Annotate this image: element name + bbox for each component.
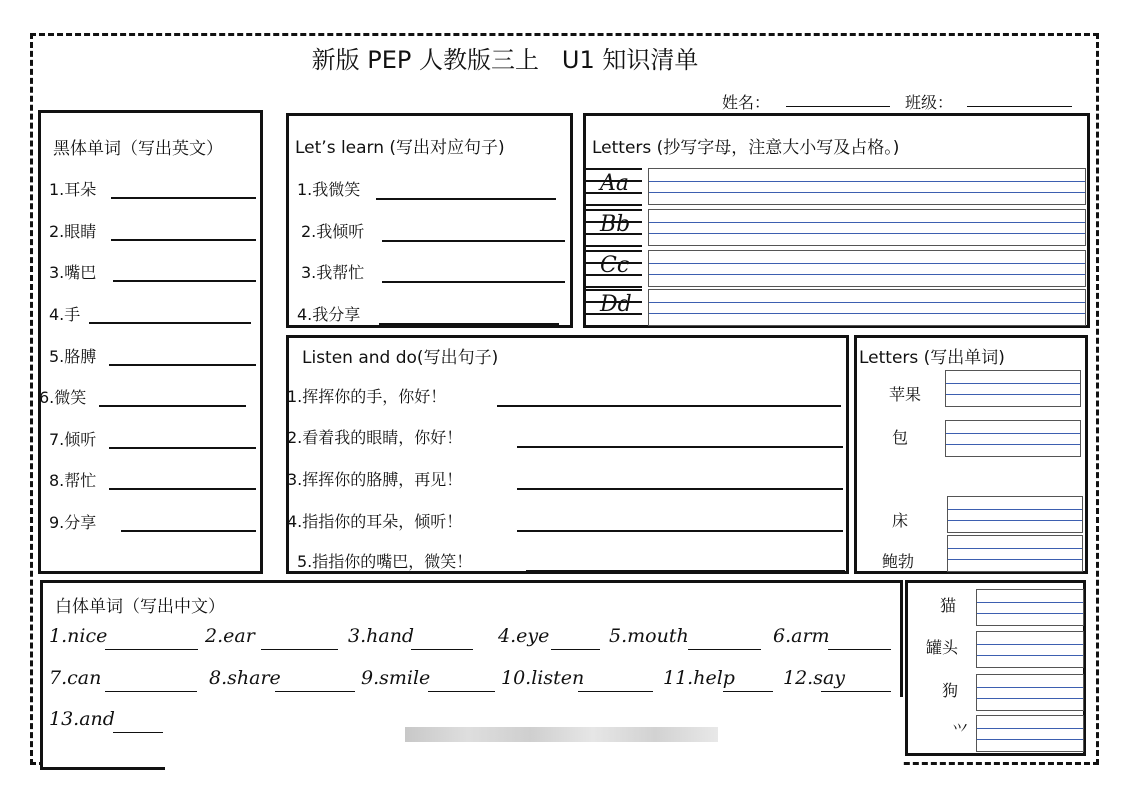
- word-prompt: 包: [892, 428, 909, 447]
- writing-box[interactable]: [945, 420, 1081, 457]
- guide-line: [649, 181, 1085, 182]
- answer-line[interactable]: [261, 649, 338, 650]
- guide-line: [946, 433, 1080, 434]
- guide-line: [948, 548, 1082, 549]
- writing-box[interactable]: [648, 168, 1086, 205]
- sentence-prompt: 3.挥挥你的胳膊，再见！: [287, 470, 463, 489]
- section-header: Listen and do(写出句子): [302, 348, 499, 368]
- answer-line[interactable]: [517, 446, 843, 448]
- english-word: 1.nice: [49, 625, 108, 647]
- guide-line: [586, 250, 642, 252]
- word-prompt: 1.耳朵: [49, 180, 97, 199]
- class-label: 班级：: [905, 93, 954, 112]
- answer-line[interactable]: [497, 405, 841, 407]
- english-word: 5.mouth: [609, 625, 689, 647]
- guide-line: [977, 728, 1083, 729]
- answer-line[interactable]: [113, 732, 163, 733]
- guide-line: [948, 559, 1082, 560]
- guide-line: [649, 222, 1085, 223]
- sentence-prompt: 1.挥挥你的手，你好！: [287, 387, 447, 406]
- section-header: Let’s learn (写出对应句子): [295, 138, 505, 158]
- answer-line[interactable]: [828, 649, 891, 650]
- section-header: 黑体单词（写出英文）: [53, 139, 223, 159]
- answer-line[interactable]: [113, 280, 256, 282]
- listen-and-do-section: [286, 335, 849, 574]
- word-prompt: 9.分享: [49, 513, 97, 532]
- answer-line[interactable]: [428, 691, 495, 692]
- sentence-prompt: 3.我帮忙: [301, 263, 365, 282]
- word-prompt: 4.手: [49, 305, 81, 324]
- sentence-prompt: 4.指指你的耳朵，倾听！: [287, 512, 463, 531]
- answer-line[interactable]: [275, 691, 355, 692]
- guide-line: [649, 274, 1085, 275]
- guide-line: [977, 655, 1083, 656]
- answer-line[interactable]: [105, 649, 198, 650]
- writing-box[interactable]: [976, 674, 1084, 711]
- word-prompt: 7.倾听: [49, 430, 97, 449]
- writing-box[interactable]: [976, 589, 1084, 626]
- lets-learn-section: [286, 113, 573, 328]
- letters-words-section: [854, 335, 1088, 574]
- guide-line: [977, 644, 1083, 645]
- writing-box[interactable]: [945, 370, 1081, 407]
- answer-line[interactable]: [382, 240, 565, 242]
- writing-box[interactable]: [947, 496, 1083, 533]
- english-word: 3.hand: [348, 625, 415, 647]
- section-header: 白体单词（写出中文）: [55, 597, 225, 617]
- answer-line[interactable]: [109, 447, 256, 449]
- class-field[interactable]: [967, 106, 1072, 107]
- sentence-prompt: 4.我分享: [297, 305, 361, 324]
- guide-line: [586, 325, 642, 327]
- guide-line: [649, 263, 1085, 264]
- guide-line: [946, 444, 1080, 445]
- word-prompt: 狗: [942, 681, 959, 700]
- guide-line: [649, 233, 1085, 234]
- answer-line[interactable]: [411, 649, 473, 650]
- word-prompt: 3.嘴巴: [49, 263, 97, 282]
- letter-model: [586, 209, 642, 246]
- english-word: 4.eye: [498, 625, 550, 647]
- blurred-watermark: [405, 727, 718, 742]
- word-prompt: 鲍勃: [882, 552, 915, 571]
- writing-box[interactable]: [648, 209, 1086, 246]
- word-prompt: 6.微笑: [39, 388, 87, 407]
- guide-line: [586, 245, 642, 247]
- guide-line: [586, 289, 642, 291]
- letter-glyph: Dd: [600, 292, 632, 317]
- writing-box[interactable]: [648, 250, 1086, 287]
- name-label: 姓名：: [722, 93, 771, 112]
- letter-glyph: Bb: [600, 212, 631, 237]
- answer-line[interactable]: [111, 239, 256, 241]
- answer-line[interactable]: [821, 691, 891, 692]
- writing-box[interactable]: [947, 535, 1083, 572]
- sentence-prompt: 5.指指你的嘴巴，微笑！: [297, 552, 473, 571]
- section-header: Letters (写出单词): [859, 348, 1005, 368]
- letter-model: [586, 250, 642, 287]
- guide-line: [977, 602, 1083, 603]
- guide-line: [586, 168, 642, 170]
- word-prompt: 8.帮忙: [49, 471, 97, 490]
- section-header: Letters (抄写字母，注意大小写及占格。): [592, 138, 900, 158]
- word-prompt: 罐头: [926, 638, 959, 657]
- guide-line: [977, 698, 1083, 699]
- letters-copy-section: [583, 113, 1090, 328]
- writing-box[interactable]: [648, 289, 1086, 326]
- letter-glyph: Cc: [600, 253, 630, 278]
- sentence-prompt: 2.看着我的眼睛，你好！: [287, 428, 463, 447]
- name-field[interactable]: [786, 106, 890, 107]
- answer-line[interactable]: [111, 197, 256, 199]
- english-word: 10.listen: [501, 667, 585, 689]
- answer-line[interactable]: [379, 323, 559, 325]
- answer-line[interactable]: [99, 405, 246, 407]
- page-title: 新版 PEP 人教版三上 U1 知识清单: [311, 46, 699, 74]
- guide-line: [948, 520, 1082, 521]
- english-word: 9.smile: [361, 667, 431, 689]
- answer-line[interactable]: [89, 322, 251, 324]
- answer-line[interactable]: [551, 649, 600, 650]
- answer-line[interactable]: [121, 530, 256, 532]
- english-word: 2.ear: [205, 625, 255, 647]
- guide-line: [586, 204, 642, 206]
- english-word: 12.say: [783, 667, 846, 689]
- english-word: 11.help: [663, 667, 735, 689]
- english-word: 7.can: [49, 667, 102, 689]
- letter-model: [586, 289, 642, 326]
- answer-line[interactable]: [376, 198, 556, 200]
- answer-line[interactable]: [723, 691, 773, 692]
- guide-line: [977, 739, 1083, 740]
- answer-line[interactable]: [517, 488, 843, 490]
- letter-model: [586, 168, 642, 205]
- answer-line[interactable]: [105, 691, 197, 692]
- guide-line: [586, 209, 642, 211]
- answer-line[interactable]: [109, 364, 256, 366]
- guide-line: [586, 286, 642, 288]
- guide-line: [948, 509, 1082, 510]
- word-prompt: 床: [892, 511, 909, 530]
- guide-line: [946, 394, 1080, 395]
- english-word: 8.share: [209, 667, 281, 689]
- guide-line: [946, 383, 1080, 384]
- more-words-section: [905, 580, 1086, 756]
- word-prompt: 2.眼睛: [49, 222, 97, 241]
- word-prompt: ⺍: [952, 722, 969, 741]
- answer-line[interactable]: [109, 488, 256, 490]
- answer-line[interactable]: [688, 649, 761, 650]
- answer-line[interactable]: [517, 530, 843, 532]
- english-word: 13.and: [49, 708, 115, 730]
- letter-glyph: Aa: [600, 171, 630, 196]
- guide-line: [977, 613, 1083, 614]
- guide-line: [649, 302, 1085, 303]
- guide-line: [649, 192, 1085, 193]
- english-word: 6.arm: [773, 625, 830, 647]
- word-prompt: 5.胳膊: [49, 347, 97, 366]
- word-prompt: 猫: [940, 596, 957, 615]
- bold-words-section: [38, 110, 263, 574]
- word-prompt: 苹果: [889, 385, 922, 404]
- guide-line: [977, 687, 1083, 688]
- writing-box[interactable]: [976, 715, 1084, 752]
- answer-line[interactable]: [578, 691, 653, 692]
- sentence-prompt: 1.我微笑: [297, 180, 361, 199]
- writing-box[interactable]: [976, 631, 1084, 668]
- guide-line: [649, 313, 1085, 314]
- answer-line[interactable]: [382, 281, 565, 283]
- answer-line[interactable]: [526, 570, 845, 572]
- sentence-prompt: 2.我倾听: [301, 222, 365, 241]
